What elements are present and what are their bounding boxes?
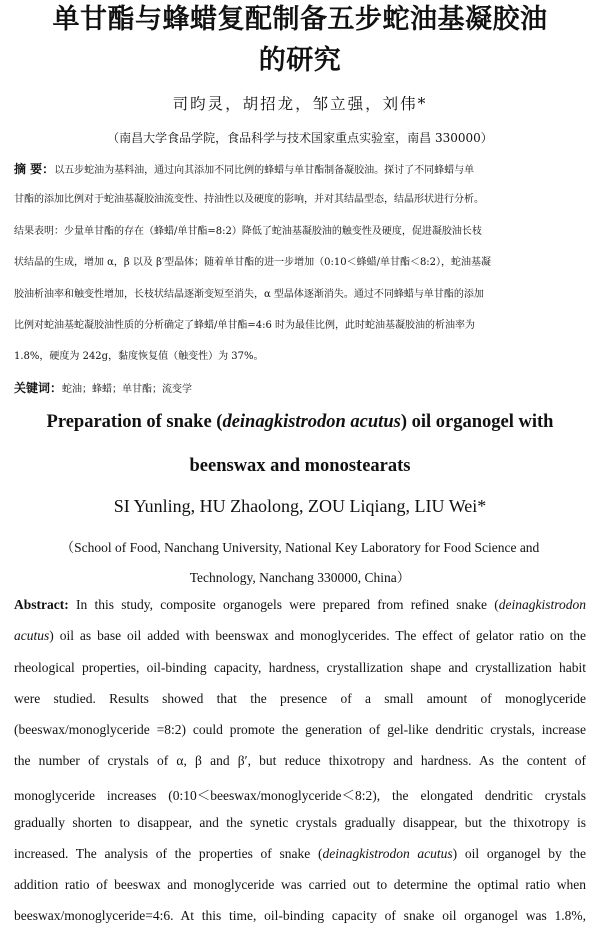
english-authors: SI Yunling, HU Zhaolong, ZOU Liqiang, LIU Wei* [113,496,487,516]
chinese-abstract-line [14,162,586,178]
english-title-species: deinagkistrodon acutus [222,412,401,432]
english-abstract-line: (beeswax/monoglyceride =8:2) could promote the generation of gel-like dendritic crystals, increase [14,722,586,737]
chinese-authors: 司昀灵，胡招龙，邹立强，刘伟* [172,95,428,113]
chinese-affiliation: （南昌大学食品学院，食品科学与技术国家重点实验室，南昌 330000） [107,131,493,145]
chinese-abstract-line: 甘酯的添加比例对于蛇油基凝胶油流变性、持油性以及硬度的影响，并对其结晶型态，结晶形状进行分析。 [14,194,484,205]
chinese-keywords-label: 关键词： [14,381,63,395]
english-abstract-line [14,628,586,644]
english-abstract-label: Abstract: [14,597,69,612]
english-abstract-line: rheological properties, oil-binding capacity, hardness, crystallization shape and crystallization habit [14,660,586,675]
english-affiliation-line-2: Technology, Nanchang 330000, China） [189,570,411,585]
chinese-keywords-text: 蛇油；蜂蜡；单甘酯；流变学 [62,384,193,395]
english-title-line-1 [0,412,600,433]
english-title-line-2: beenswax and monostearats [189,456,411,476]
chinese-abstract-line: 结果表明：少量单甘酯的存在（蜂蜡/单甘酯=8:2）降低了蛇油基凝胶油的触变性及硬度，促进凝胶油长枝 [14,226,482,237]
english-abstract-line: beeswax/monoglyceride=4:6. At this time, oil-binding capacity of snake oil organogel was 1.8%, [14,908,586,923]
english-abstract-line: the number of crystals of α, β and β′, but reduce thixotropy and hardness. As the content of [14,753,586,768]
chinese-keywords [14,380,586,398]
chinese-abstract-label: 摘 要： [14,162,55,176]
chinese-title-line-1: 单甘酯与蜂蜡复配制备五步蛇油基凝胶油 [52,4,548,35]
english-abstract-text: ) oil as base oil added with beenswax and monoglycerides. The effect of gelator ratio on the [49,628,586,643]
english-title-text: Preparation of snake ( [46,412,223,432]
english-abstract-line: addition ratio of beeswax and monoglyceride was carried out to determine the optimal ratio when [14,877,586,892]
chinese-abstract-text: 以五步蛇油为基料油，通过向其添加不同比例的蜂蜡与单甘酯制备凝胶油。探讨了不同蜂蜡与单 [54,165,475,176]
english-abstract-text: increased. The analysis of the properties of snake ( [14,846,323,861]
english-abstract-line [14,846,586,862]
chinese-abstract-line: 1.8%，硬度为 242g，黏度恢复值（触变性）为 37%。 [14,351,264,362]
english-affiliation-line-1: （School of Food, Nanchang University, National Key Laboratory for Food Science and [60,540,540,555]
chinese-abstract-line: 比例对蛇油基蛇凝胶油性质的分析确定了蜂蜡/单甘酯=4:6 时为最佳比例，此时蛇油基凝胶油的析油率为 [14,320,476,331]
english-abstract-line: monoglyceride increases (0:10＜beeswax/monoglyceride＜8:2), the elongated dendritic crystals [14,788,586,803]
english-abstract-text: ) oil organogel by the [452,846,586,861]
chinese-title-line-2: 的研究 [258,45,342,76]
chinese-abstract-line: 状结晶的生成，增加 α，β 以及 β′型晶体；随着单甘酯的进一步增加（0:10＜蜂蜡/单甘酯＜8:2），蛇油基凝 [14,257,492,268]
english-abstract-line [14,597,586,613]
english-abstract-species: deinagkistrodon [498,597,586,612]
english-abstract-species: acutus [14,628,50,643]
english-abstract-text: In this study, composite organogels were prepared from refined snake ( [68,597,499,612]
chinese-abstract-line: 胶油析油率和触变性增加，长枝状结晶逐渐变短至消失，α 型晶体逐渐消失。通过不同蜂蜡与单甘酯的添加 [14,289,484,300]
english-abstract-line: were studied. Results showed that the presence of a small amount of monoglyceride [14,691,586,706]
english-title-text: ) oil organogel with [400,412,554,432]
english-abstract-line: gradually shorten to disappear, and the synetic crystals gradually disappear, but the thixotropy is [14,815,586,830]
english-abstract-species: deinagkistrodon acutus [322,846,453,861]
